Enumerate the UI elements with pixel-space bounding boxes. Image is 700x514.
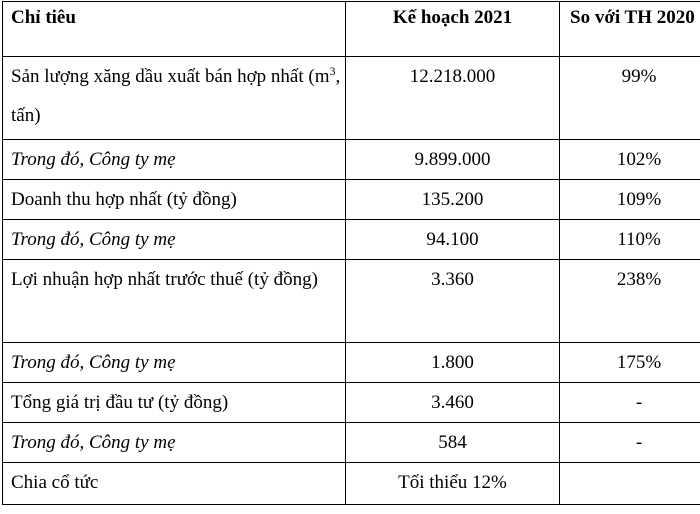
row-plan-value: 3.360	[346, 260, 560, 343]
row-vs-value: 110%	[560, 220, 700, 260]
table-header-row	[3, 2, 700, 57]
table-row	[3, 383, 700, 423]
row-label: Sản lượng xăng dầu xuất bán hợp nhất ($m^3$, tấn)	[3, 57, 346, 140]
header-plan-2021: Kế hoạch 2021	[346, 2, 560, 57]
row-plan-value: 1.800	[346, 343, 560, 383]
row-vs-value	[560, 463, 700, 505]
row-vs-value: 99%	[560, 57, 700, 140]
row-vs-value: 175%	[560, 343, 700, 383]
row-label: Lợi nhuận hợp nhất trước thuế (tỷ đồng)	[3, 260, 346, 343]
table-row	[3, 260, 700, 343]
table-row	[3, 140, 700, 180]
row-plan-value: 94.100	[346, 220, 560, 260]
row-label: Doanh thu hợp nhất (tỷ đồng)	[3, 180, 346, 220]
row-label: Trong đó, Công ty mẹ	[3, 220, 346, 260]
row-vs-value: 238%	[560, 260, 700, 343]
row-label: Chia cổ tức	[3, 463, 346, 505]
table-row	[3, 180, 700, 220]
row-label: Trong đó, Công ty mẹ	[3, 343, 346, 383]
row-plan-value: 584	[346, 423, 560, 463]
row-vs-value: -	[560, 383, 700, 423]
table-row	[3, 423, 700, 463]
header-vs-2020: So với TH 2020	[560, 2, 700, 57]
row-plan-value: 9.899.000	[346, 140, 560, 180]
row-label: Trong đó, Công ty mẹ	[3, 423, 346, 463]
header-indicator: Chỉ tiêu	[3, 2, 346, 57]
row-plan-value: 3.460	[346, 383, 560, 423]
row-plan-value: 135.200	[346, 180, 560, 220]
row-label: Trong đó, Công ty mẹ	[3, 140, 346, 180]
row-plan-value: Tối thiểu 12%	[346, 463, 560, 505]
superscript: 3	[329, 64, 336, 78]
row-vs-value: -	[560, 423, 700, 463]
plan-table	[2, 1, 700, 505]
table-row	[3, 57, 700, 140]
table-row	[3, 463, 700, 505]
row-vs-value: 109%	[560, 180, 700, 220]
table-row	[3, 343, 700, 383]
table-row	[3, 220, 700, 260]
row-vs-value: 102%	[560, 140, 700, 180]
row-label: Tổng giá trị đầu tư (tỷ đồng)	[3, 383, 346, 423]
row-plan-value: 12.218.000	[346, 57, 560, 140]
